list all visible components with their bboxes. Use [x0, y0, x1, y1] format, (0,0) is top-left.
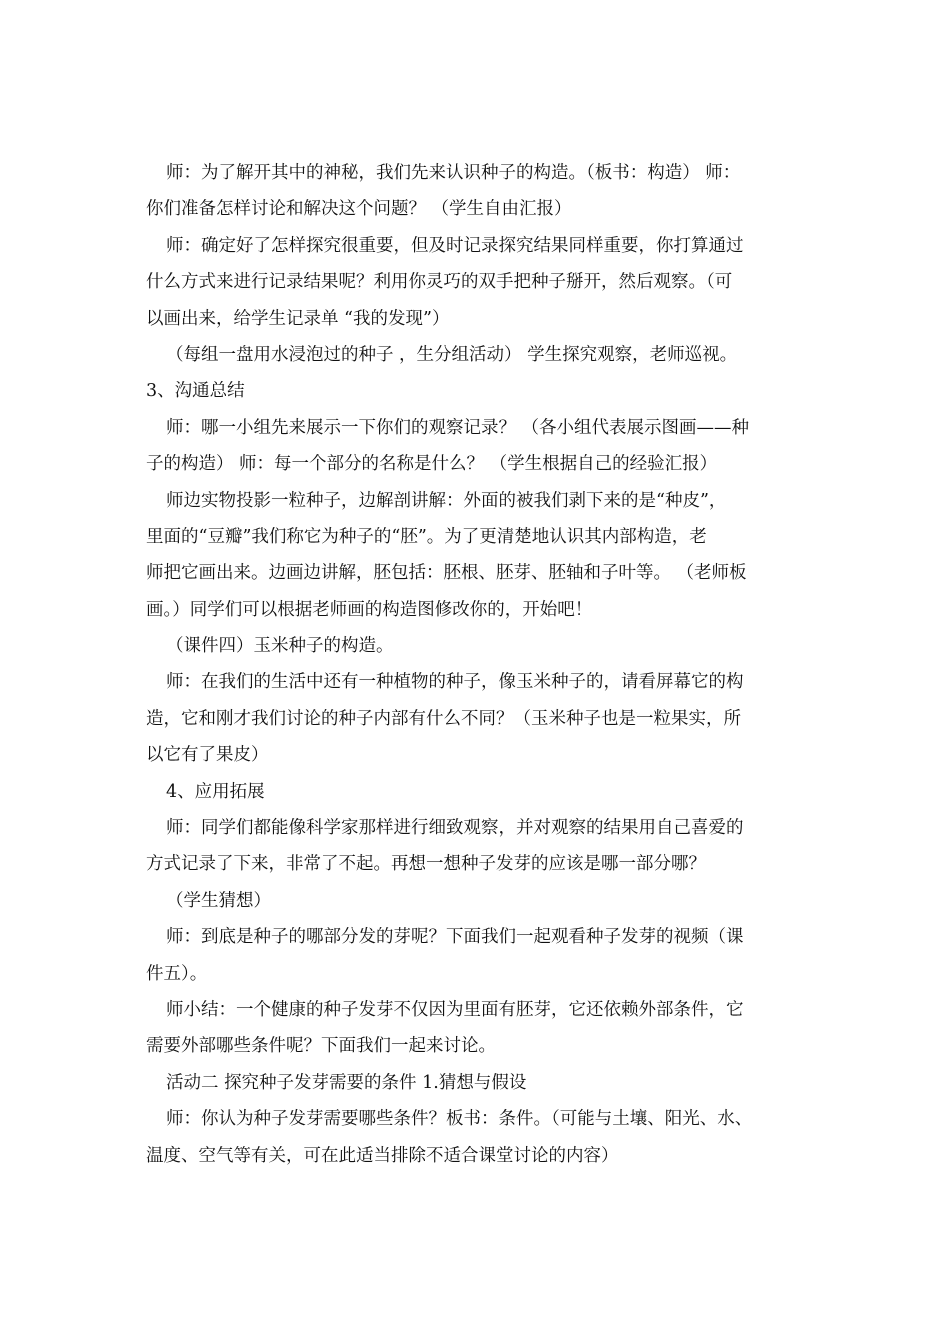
- text-line: 师：确定好了怎样探究很重要，但及时记录探究结果同样重要，你打算通过: [166, 235, 744, 256]
- section-heading: 3、沟通总结: [146, 381, 245, 402]
- text-line: 件五）。: [146, 963, 208, 984]
- text-line: 师：到底是种子的哪部分发的芽呢？下面我们一起观看种子发芽的视频（课: [166, 927, 744, 948]
- text-line: 以画出来，给学生记录单 “我的发现”）: [146, 308, 450, 329]
- text-line: 师：在我们的生活中还有一种植物的种子，像玉米种子的，请看屏幕它的构: [166, 672, 744, 693]
- text-line: 师把它画出来。边画边讲解，胚包括：胚根、胚芽、胚轴和子叶等。 （老师板: [146, 563, 747, 584]
- text-line: （每组一盘用水浸泡过的种子 ，生分组活动） 学生探究观察，老师巡视。: [166, 344, 738, 365]
- text-line: 什么方式来进行记录结果呢？利用你灵巧的双手把种子掰开，然后观察。（可: [146, 272, 733, 293]
- text-line: 需要外部哪些条件呢？下面我们一起来讨论。: [146, 1036, 496, 1057]
- text-line: 师小结：一个健康的种子发芽不仅因为里面有胚芽，它还依赖外部条件，它: [166, 999, 744, 1020]
- text-line: 师：哪一小组先来展示一下你们的观察记录？ （各小组代表展示图画——种: [166, 417, 750, 438]
- text-line: 师边实物投影一粒种子，边解剖讲解：外面的被我们剥下来的是“种皮”，: [166, 490, 727, 511]
- text-line: 造，它和刚才我们讨论的种子内部有什么不同？（玉米种子也是一粒果实，所: [146, 708, 741, 729]
- text-line: 里面的“豆瓣”我们称它为种子的“胚”。为了更清楚地认识其内部构造，老: [146, 526, 707, 547]
- text-line: 师：同学们都能像科学家那样进行细致观察，并对观察的结果用自己喜爱的: [166, 818, 744, 839]
- text-line: 师：为了解开其中的神秘，我们先来认识种子的构造。（板书：构造） 师：: [166, 163, 741, 183]
- section-heading: 4、应用拓展: [166, 781, 265, 802]
- text-line: 画。）同学们可以根据老师画的构造图修改你的，开始吧！: [146, 599, 593, 620]
- document-body: [146, 155, 816, 1174]
- text-line: 方式记录了下来，非常了不起。再想一想种子发芽的应该是哪一部分哪？: [146, 854, 706, 875]
- text-line: 师：你认为种子发芽需要哪些条件？板书：条件。（可能与土壤、阳光、水、: [166, 1109, 753, 1130]
- activity-heading: 活动二 探究种子发芽需要的条件 1.猜想与假设: [166, 1072, 527, 1093]
- text-line: 温度、空气等有关，可在此适当排除不适合课堂讨论的内容）: [146, 1145, 619, 1166]
- text-line: 子的构造） 师：每一个部分的名称是什么？ （学生根据自己的经验汇报）: [146, 454, 718, 475]
- text-line: 你们准备怎样讨论和解决这个问题？ （学生自由汇报）: [146, 199, 572, 220]
- text-line: （课件四）玉米种子的构造。: [166, 636, 394, 657]
- text-line: （学生猜想）: [166, 890, 271, 911]
- text-line: 以它有了果皮）: [146, 745, 269, 766]
